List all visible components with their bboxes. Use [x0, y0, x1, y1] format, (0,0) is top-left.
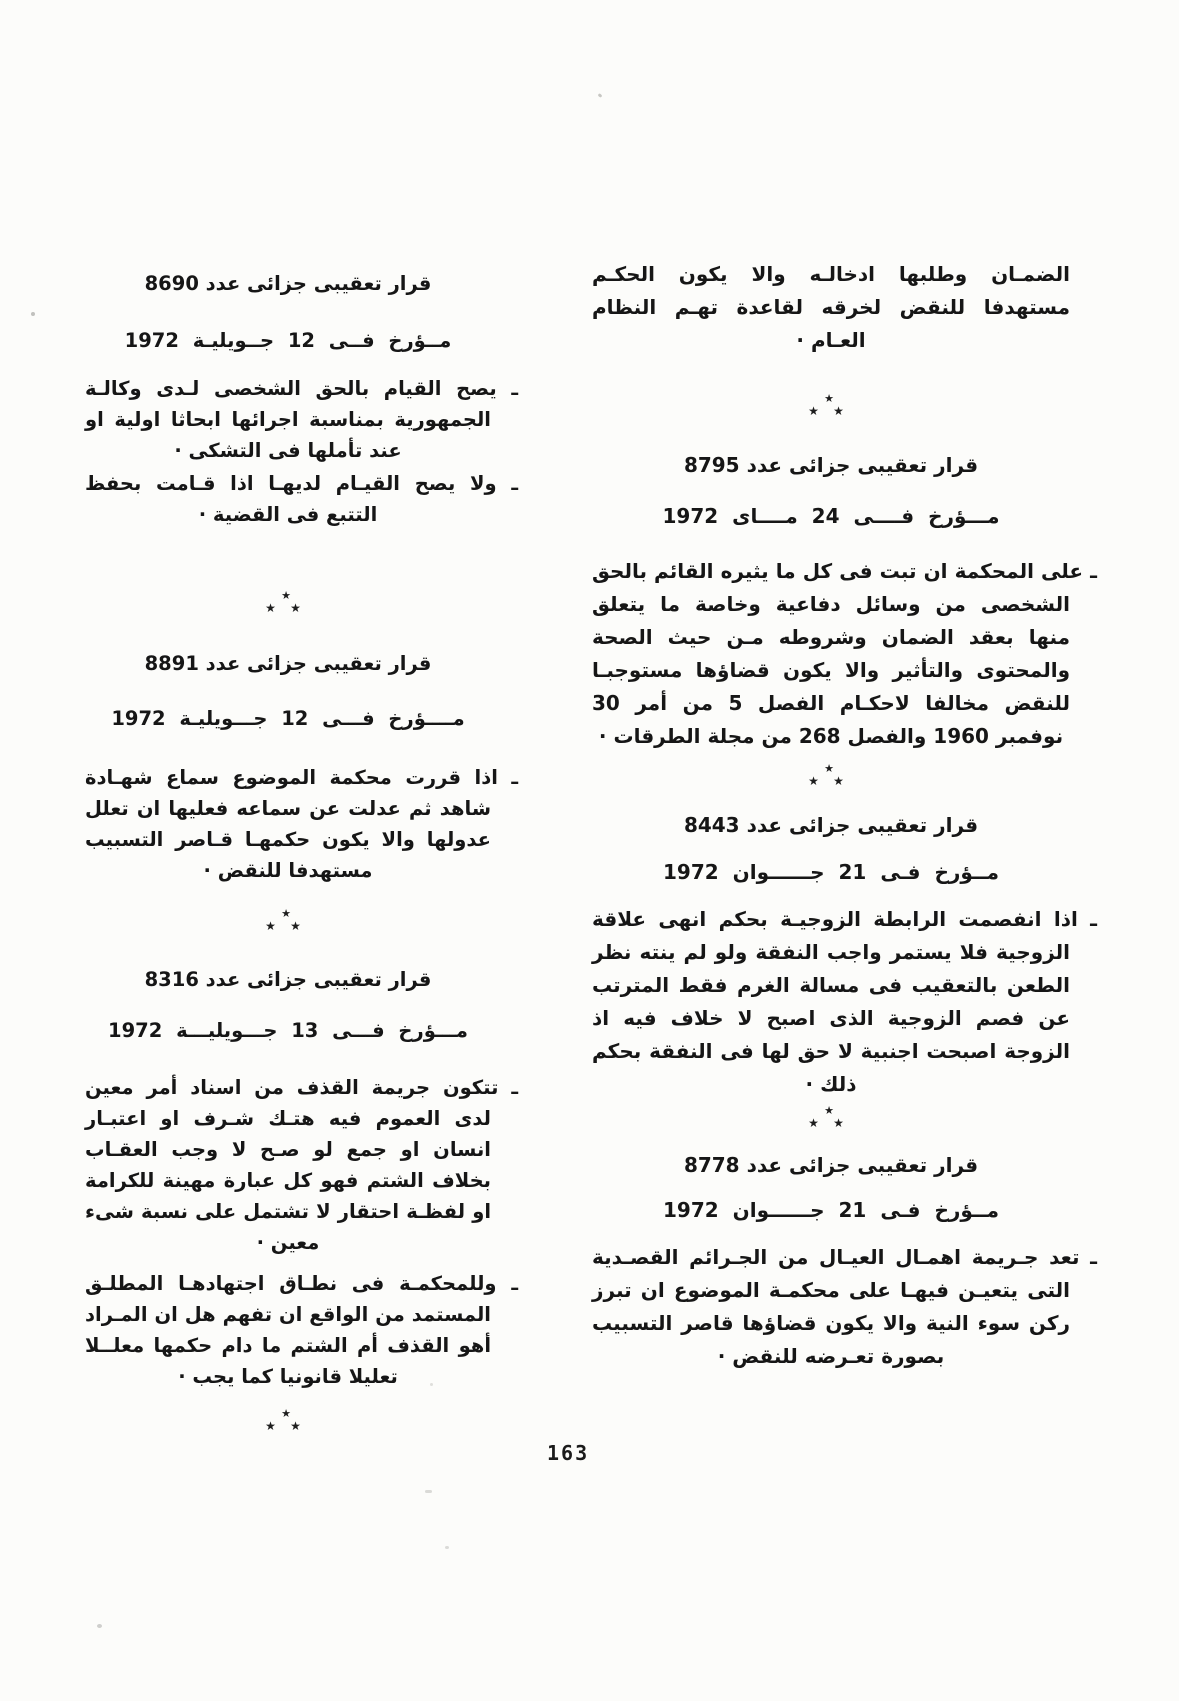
decision-paragraph: ـ ولا يصح القيـام لديهـا اذا قـامت بحفظ التتبع فى القضية · [85, 472, 518, 526]
decision-date: مــؤرخ فـى 21 جــــــوان 1972 [663, 1198, 999, 1222]
star-icon: ★ [281, 907, 291, 920]
scan-speck [31, 312, 35, 316]
star-icon: ★ ★ [265, 601, 306, 615]
decision-paragraph: ـ تتكون جريمة القذف من اسناد أمر معين لدى العموم فيه هتـك شـرف او اعتبـار انسان او جمع لو صـح لا وجب العقـاب بخلاف الشتم فهو كل عبارة مهينة للكرامة او لفظـة احتقار لا تشتمل على نسبة شىء معين · [85, 1076, 518, 1254]
star-icon: ★ ★ [808, 774, 849, 788]
decision-title: قرار تعقيبى جزائى عدد 8443 [683, 813, 979, 837]
decision-date: مــــؤرخ فـــى 12 جـــويليـة 1972 [111, 707, 465, 730]
decision-title: قرار تعقيبى جزائى عدد 8795 [683, 453, 979, 477]
decision-paragraph: ـ على المحكمة ان تبت فى كل ما يثيره القائم بالحق الشخصى من وسائل دفاعية وخاصة ما يتعلق منها بعقد الضمان وشروطه مـن حيث الصحة والمحتوى والتأثير والا يكون قضاؤها مستوجبـا للنقض مخالفا لاحكـام الفصل 5 من أمر 30 نوفمبر 1960 والفصل 268 من مجلة الطرقات · [592, 559, 1097, 748]
left-column [85, 268, 518, 1438]
decision-paragraph: ـ اذا قررت محكمة الموضوع سماع شهـادة شاهد ثم عدلت عن سماعه فعليها ان تعلل عدولها والا يكون حكمهـا قـاصر التسبيب مستهدفا للنقض · [85, 766, 518, 882]
star-icon: ★ [824, 762, 834, 775]
scan-speck [445, 1546, 449, 1549]
continuation-paragraph: الضمـان وطلبها ادخالـه والا يكون الحكـم مستهدفا للنقض لخرقه لقاعدة تهـم النظام العـام · [592, 262, 1070, 352]
star-icon: ★ [824, 1104, 834, 1117]
decision-title: قرار تعقيبى جزائى عدد 8891 [144, 652, 432, 675]
asterism-separator [85, 590, 491, 620]
decision-paragraph: ـ تعد جـريمة اهمـال العيـال من الجـرائم القصـدية التى يتعيـن فيهـا على محكمـة الموضوع ان تبرز ركن سوء النية والا يكون قضاؤها قاصر التسبيب بصورة تعـرضه للنقض · [592, 1245, 1097, 1368]
decision-date: مـــؤرخ فـــى 13 جـــويليـــة 1972 [108, 1019, 468, 1042]
star-icon: ★ [281, 1407, 291, 1420]
decision-paragraph: ـ وللمحكمـة فى نطـاق اجتهادهـا المطلـق المستمد من الواقع ان تفهم هل ان المـراد أهو القذف أم الشتم ما دام حكمها معلــلا تعليلا قانونيا كما يجب · [85, 1272, 518, 1388]
asterism-separator [85, 1408, 491, 1438]
scan-speck [97, 1624, 102, 1628]
page-number: 163 [547, 1441, 590, 1465]
star-icon: ★ ★ [265, 919, 306, 933]
scan-speck [425, 1490, 432, 1493]
asterism-separator [592, 763, 1070, 793]
asterism-separator [85, 908, 491, 938]
decision-paragraph: ـ اذا انفصمت الرابطة الزوجيـة بحكم انهى علاقة الزوجية فلا يستمر واجب النفقة ولو لم ينته نظر الطعن بالتعقيب فى مسالة الغرم فقط المترتب عن فصم الزوجية الذى اصبح لا خلاف فيه اذ الزوجة اصبحت اجنبية لا حق لها فى النفقة بحكم ذلك · [592, 907, 1097, 1096]
star-icon: ★ ★ [808, 1116, 849, 1130]
decision-paragraph: ـ يصح القيام بالحق الشخصى لـدى وكالـة الجمهورية بمناسبة اجرائها ابحاثا اولية او عند تأملها فى التشكى · [85, 377, 518, 462]
decision-date: مــؤرخ فـى 21 جــــــوان 1972 [663, 860, 999, 884]
asterism-separator [592, 393, 1070, 423]
decision-date: مـــؤرخ فــــى 24 مــــاى 1972 [662, 504, 1000, 528]
scan-speck [430, 1383, 433, 1386]
scan-speck [598, 93, 603, 98]
asterism-separator [592, 1105, 1070, 1135]
decision-title: قرار تعقيبى جزائى عدد 8690 [144, 272, 432, 295]
star-icon: ★ ★ [265, 1419, 306, 1433]
decision-date: مــؤرخ فــى 12 جــويليـة 1972 [124, 329, 452, 352]
star-icon: ★ ★ [808, 404, 849, 418]
decision-title: قرار تعقيبى جزائى عدد 8778 [683, 1153, 979, 1177]
decision-title: قرار تعقيبى جزائى عدد 8316 [144, 968, 432, 991]
star-icon: ★ [824, 392, 834, 405]
right-column [592, 258, 1097, 1373]
star-icon: ★ [281, 589, 291, 602]
